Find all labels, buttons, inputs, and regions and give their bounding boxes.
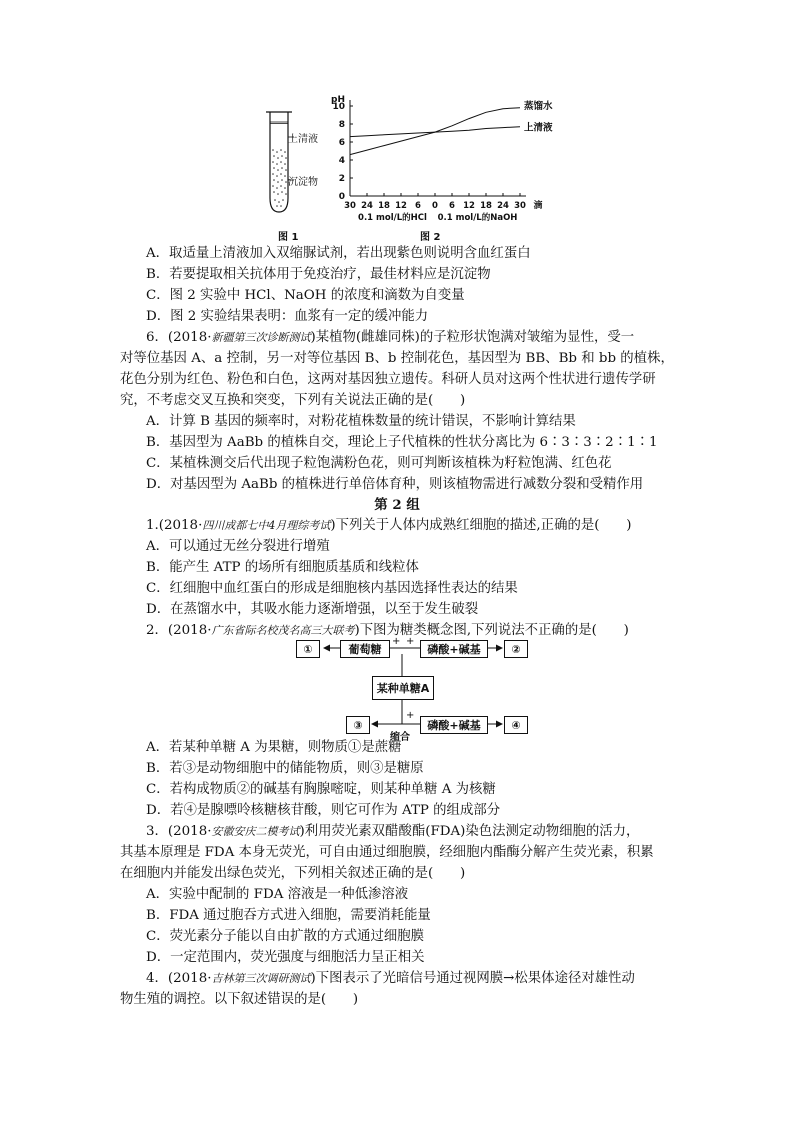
sugar-concept-diagram [290,636,530,743]
x-reagent-left: 0.1 mol/L的HCl [358,213,427,223]
x-tick-label: 0 [432,201,438,211]
y-axis-label: pH [331,95,345,105]
g2q3-stem-line1 [146,822,639,842]
node-4: ④ [504,716,528,734]
x-tick-label: 24 [361,201,373,211]
series-supernatant-line [350,127,520,137]
x-tick-label: 18 [480,201,492,211]
g2q3-number: 3．(2018· [146,824,212,839]
q6-stem-line3: 花色分别为红色、粉色和白色，这两对基因独立遗传。科研人员对这两个性状进行遗传学研 [120,372,656,387]
q6-option-b: B．基因型为 AaBb 的植株自交，理论上子代植株的性状分离比为 6∶3∶3∶2∶1∶1 [146,435,658,450]
node-phosphate-base-2: 磷酸+碱基 [420,716,488,734]
g2q2-option-d: D．若④是腺嘌呤核糖核苷酸，则它可作为 ATP 的组成部分 [146,803,501,818]
g2q3-source: 安徽安庆二模考试 [211,825,300,838]
g2q2-source: 广东省际名校茂名高三大联考 [211,624,355,637]
g2q2-option-b: B．若③是动物细胞中的储能物质，则③是糖原 [146,761,424,776]
q6-stem-line4: 究，不考虑交叉互换和突变，下列有关说法正确的是( ) [120,393,466,408]
node-monosaccharide-a: 某种单糖A [372,676,434,700]
q6-option-a: A．计算 B 基因的频率时，对粉花植株数量的统计错误，不影响计算结果 [146,414,576,429]
g2q3-text1: )利用荧光素双醋酸酯(FDA)染色法测定动物细胞的活力， [299,824,640,839]
node-3: ③ [346,716,370,734]
g2q4-source: 吉林第三次调研测试 [211,972,311,985]
ph-chart [320,92,560,242]
g2q1-text: )下列关于人体内成熟红细胞的描述,正确的是( ) [330,518,632,533]
g2q2-option-a: A．若某种单糖 A 为果糖，则物质①是蔗糖 [146,740,402,755]
g2q3-option-c: C．荧光素分子能以自由扩散的方式通过细胞膜 [146,929,425,944]
figure-2-caption: 图 2 [420,232,441,243]
q5-option-b: B．若要提取相关抗体用于免疫治疗，最佳材料应是沉淀物 [146,267,491,282]
plus-top-right: + [406,636,415,647]
label-precipitate: 沉淀物 [288,177,318,188]
plus-top-left: + [392,636,401,647]
g2q1-stem [146,516,631,536]
q6-text1: )某植物(雌雄同株)的子粒形状饱满对皱缩为显性，受一 [310,330,635,345]
figure-1-caption: 图 1 [278,232,299,243]
g2q3-stem-line3: 在细胞内并能发出绿色荧光，下列相关叙述正确的是( ) [120,866,466,881]
q6-stem-line1 [146,328,634,348]
g2q2-text: )下图为糖类概念图,下列说法不正确的是( ) [354,623,629,638]
q5-option-c: C．图 2 实验中 HCl、NaOH 的浓度和滴数为自变量 [146,288,465,303]
g2q4-number: 4．(2018· [146,971,212,986]
q6-stem-line2: 对等位基因 A、a 控制，另一对等位基因 B、b 控制花色，基因型为 BB、Bb 和 bb 的植株， [120,351,674,366]
series-label-supernatant: 上清液 [524,122,553,134]
q6-option-d: D．对基因型为 AaBb 的植株进行单倍体育种，则该植物需进行减数分裂和受精作用 [146,477,644,492]
node-phosphate-base-1: 磷酸+碱基 [420,640,488,658]
x-tick-label: 24 [497,201,509,211]
y-tick-label: 0 [338,192,345,202]
g2q1-option-d: D．在蒸馏水中，其吸水能力逐渐增强，以至于发生破裂 [146,602,479,617]
g2q1-number: 1.(2018· [146,518,203,533]
g2q2-option-c: C．若构成物质②的碱基有胸腺嘧啶，则某种单糖 A 为核糖 [146,782,496,797]
label-condensation: 缩合 [390,732,410,743]
y-tick-label: 2 [338,174,345,184]
series-distilled-water-line [350,108,520,155]
node-2: ② [504,640,528,658]
x-tick-label: 12 [395,201,407,211]
x-unit-label: 滴 [533,201,543,211]
y-tick-label: 4 [338,156,345,166]
g2q3-option-d: D．一定范围内，荧光强度与细胞活力呈正相关 [146,950,425,965]
y-tick-label: 10 [332,102,345,112]
g2q4-stem-line2: 物生殖的调控。以下叙述错误的是( ) [120,992,359,1007]
q5-option-d: D．图 2 实验结果表明：血浆有一定的缓冲能力 [146,309,429,324]
series-label-distilled-water: 蒸馏水 [524,100,553,112]
x-reagent-right: 0.1 mol/L的NaOH [437,213,518,223]
q5-option-a: A．取适量上清液加入双缩脲试剂，若出现紫色则说明含血红蛋白 [146,246,531,261]
label-supernatant: 上清液 [288,134,318,145]
g2q2-number: 2．(2018· [146,623,212,638]
g2q1-option-c: C．红细胞中血红蛋白的形成是细胞核内基因选择性表达的结果 [146,581,518,596]
g2q3-stem-line2: 其基本原理是 FDA 本身无荧光，可自由通过细胞膜，经细胞内酯酶分解产生荧光素，积累 [120,845,654,860]
g2q1-option-a: A．可以通过无丝分裂进行增殖 [146,539,330,554]
q6-option-c: C．某植株测交后代出现子粒饱满粉色花，则可判断该植株为籽粒饱满、红色花 [146,456,612,471]
group-2-heading: 第 2 组 [374,497,420,513]
x-tick-label: 6 [415,201,421,211]
node-1: ① [296,640,320,658]
x-tick-label: 30 [514,201,526,211]
node-glucose: 葡萄糖 [340,640,390,658]
g2q3-option-a: A．实验中配制的 FDA 溶液是一种低渗溶液 [146,887,409,902]
figure-2 [320,92,560,242]
x-tick-label: 30 [344,201,356,211]
x-tick-label: 6 [449,201,455,211]
g2q1-option-b: B．能产生 ATP 的场所有细胞质基质和线粒体 [146,560,419,575]
y-tick-label: 8 [338,120,345,130]
g2q3-option-b: B．FDA 通过胞吞方式进入细胞，需要消耗能量 [146,908,431,923]
x-tick-label: 12 [463,201,475,211]
g2q4-text1: )下图表示了光暗信号通过视网膜→松果体途径对雄性动 [310,971,635,986]
q6-source: 新疆第三次诊断测试 [211,331,311,344]
plus-bottom: + [406,710,415,721]
g2q1-source: 四川成都七中4月理综考试 [202,519,331,532]
g2q4-stem-line1 [146,969,635,989]
y-tick-label: 6 [338,138,345,148]
q6-number: 6．(2018· [146,330,212,345]
x-tick-label: 18 [378,201,390,211]
